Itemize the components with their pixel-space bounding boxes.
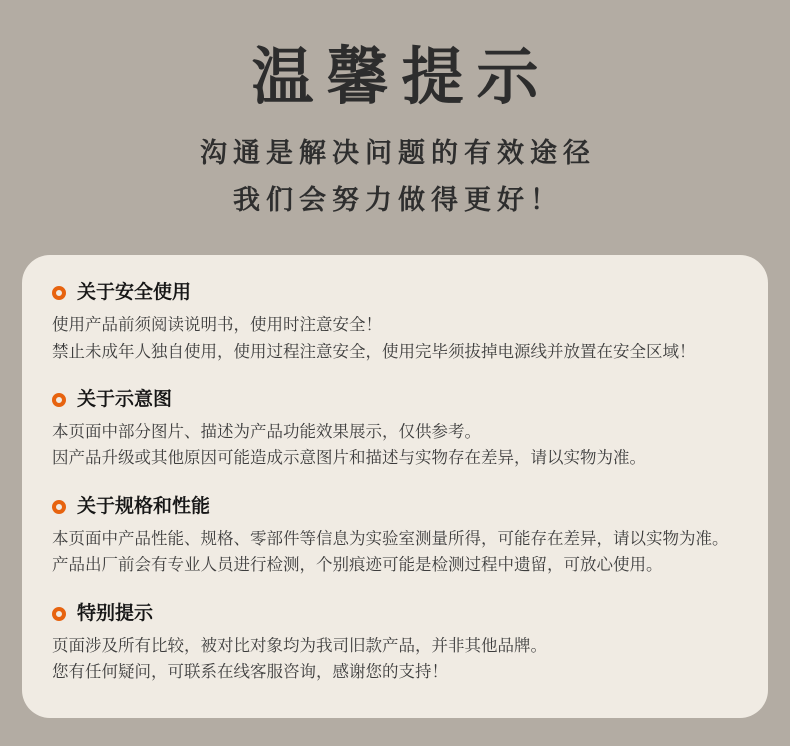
section-heading-row <box>52 496 738 518</box>
notice-section <box>52 389 738 472</box>
section-body <box>52 633 738 686</box>
section-heading-row <box>52 389 738 411</box>
section-text-line: 页面涉及所有比较，被对比对象均为我司旧款产品，并非其他品牌。 <box>52 636 547 655</box>
page-title: 温馨提示 <box>251 43 552 112</box>
notice-section <box>52 496 738 579</box>
section-heading-row <box>52 282 738 304</box>
section-body <box>52 312 738 365</box>
section-text-line: 因产品升级或其他原因可能造成示意图片和描述与实物存在差异，请以实物为准。 <box>52 449 646 468</box>
section-text-line: 本页面中产品性能、规格、零部件等信息为实验室测量所得，可能存在差异，请以实物为准。 <box>52 529 729 548</box>
section-text-line: 禁止未成年人独自使用，使用过程注意安全，使用完毕须拔掉电源线并放置在安全区域！ <box>52 342 696 361</box>
circle-bullet-icon <box>52 607 66 621</box>
notice-card <box>22 255 768 718</box>
section-heading: 关于示意图 <box>77 389 173 411</box>
header <box>0 0 790 214</box>
circle-bullet-icon <box>52 286 66 300</box>
subtitle-line-1: 沟通是解决问题的有效途径 <box>200 138 596 169</box>
section-text-line: 使用产品前须阅读说明书，使用时注意安全！ <box>52 316 382 335</box>
notice-section <box>52 282 738 365</box>
subtitle-line-2: 我们会努力做得更好！ <box>233 185 563 216</box>
section-heading-row <box>52 603 738 625</box>
section-heading: 关于规格和性能 <box>77 495 211 517</box>
section-text-line: 产品出厂前会有专业人员进行检测，个别痕迹可能是检测过程中遗留，可放心使用。 <box>52 556 663 575</box>
circle-bullet-icon <box>52 393 66 407</box>
notice-section <box>52 603 738 686</box>
circle-bullet-icon <box>52 500 66 514</box>
section-heading: 关于安全使用 <box>77 282 192 304</box>
section-body <box>52 526 738 579</box>
section-body <box>52 419 738 472</box>
section-text-line: 您有任何疑问，可联系在线客服咨询，感谢您的支持！ <box>52 663 448 682</box>
section-text-line: 本页面中部分图片、描述为产品功能效果展示，仅供参考。 <box>52 422 481 441</box>
section-heading: 特别提示 <box>77 602 154 624</box>
